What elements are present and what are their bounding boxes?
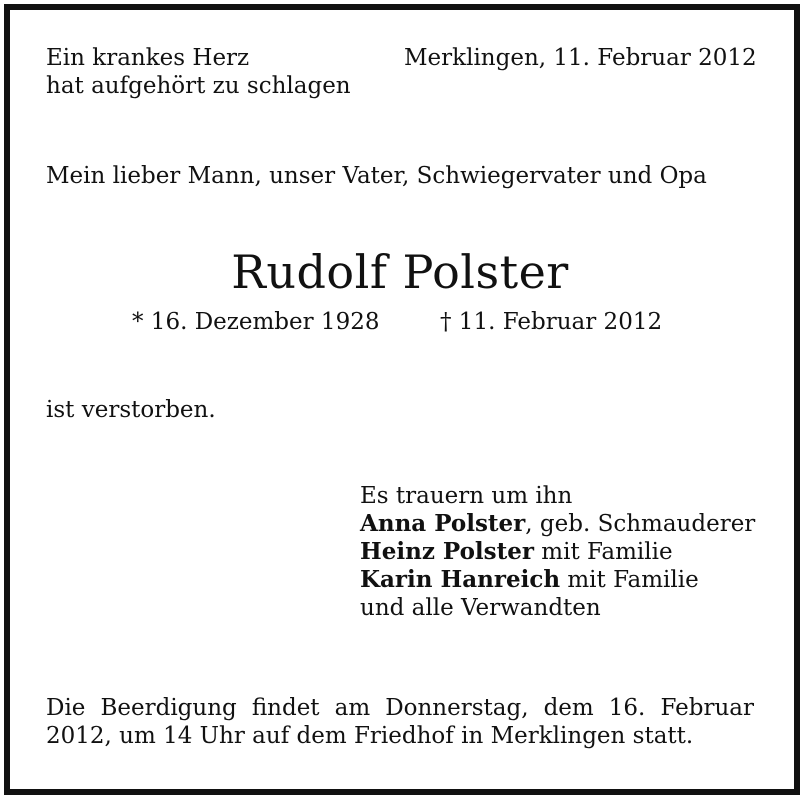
mourner-name: Karin Hanreich [360,566,561,593]
funeral-line-2: 2012, um 14 Uhr auf dem Friedhof in Merklingen statt. [46,723,694,749]
passed-text: ist verstorben. [46,397,216,423]
mourner-suffix: mit Familie [533,539,673,565]
motto-line-2: hat aufgehört zu schlagen [46,73,351,99]
mourner-suffix: , geb. Schmauderer [525,511,756,537]
funeral-line-1: Die Beerdigung findet am Donnerstag, dem 16. Februar [46,695,754,721]
mourners-closing: und alle Verwandten [360,595,601,621]
death-date: † 11. Februar 2012 [440,309,663,335]
mourner-entry [360,566,755,594]
intro-text: Mein lieber Mann, unser Vater, Schwiegervater und Opa [46,163,707,189]
funeral-info [46,694,754,750]
mourners-block [360,482,755,622]
motto-line-1: Ein krankes Herz [46,45,250,71]
birth-date: * 16. Dezember 1928 [132,309,380,335]
mourner-entry [360,510,755,538]
place-date: Merklingen, 11. Februar 2012 [404,45,757,71]
mourner-name: Anna Polster [360,510,526,537]
mourners-heading: Es trauern um ihn [360,483,573,509]
deceased-name: Rudolf Polster [231,245,569,299]
mourner-suffix: mit Familie [560,567,699,593]
mourner-name: Heinz Polster [360,538,534,565]
mourner-entry [360,538,755,566]
motto [46,44,351,100]
